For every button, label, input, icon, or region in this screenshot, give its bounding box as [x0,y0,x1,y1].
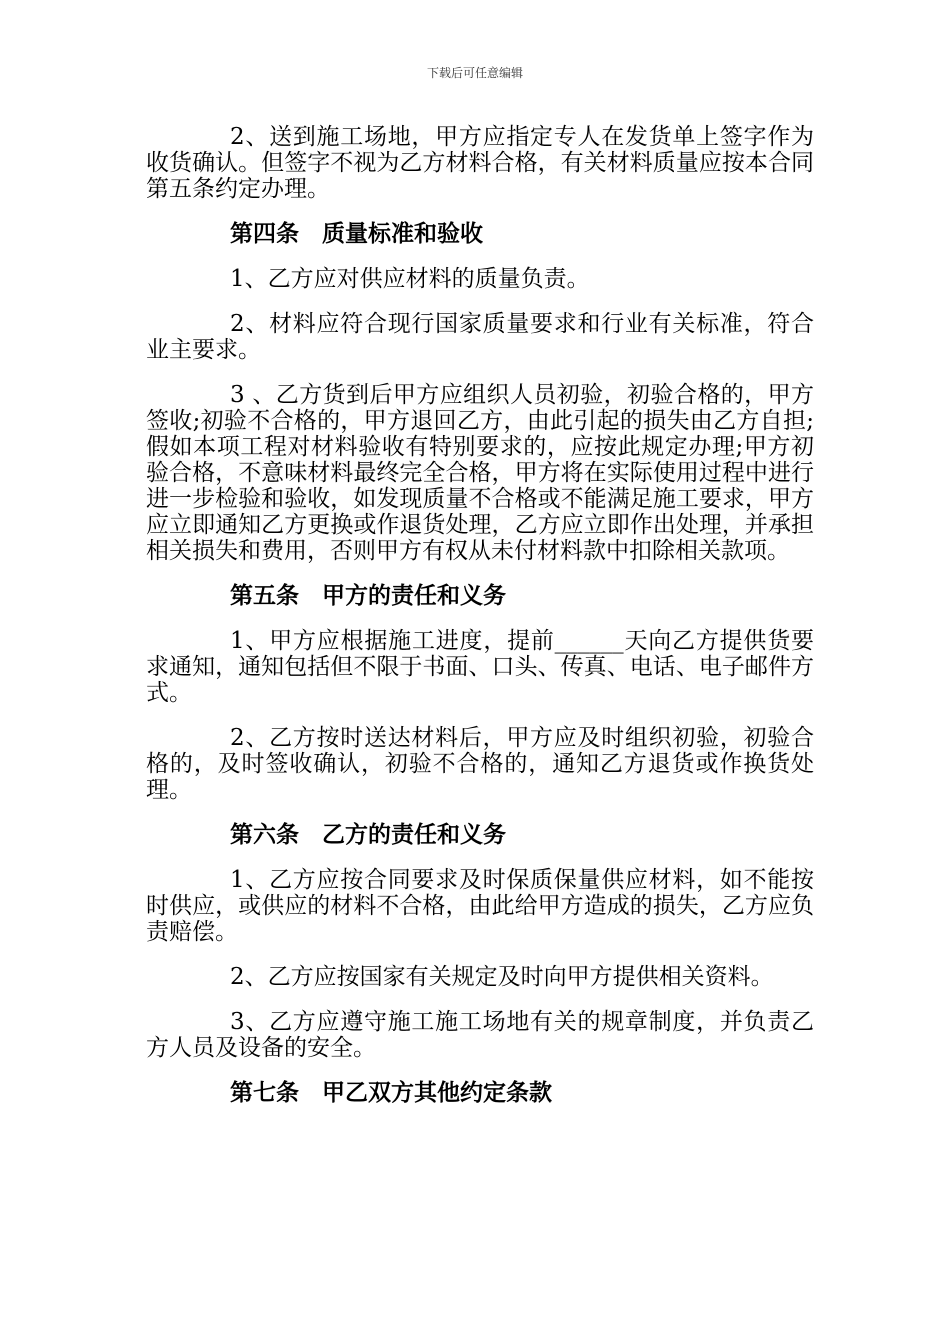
article-5-heading: 第五条 甲方的责任和义务 [230,582,506,609]
page-header-note: 下载后可任意编辑 [426,66,523,80]
article-6-heading: 第六条 乙方的责任和义务 [230,821,506,848]
article-5-item-2: 2、乙方按时送达材料后，甲方应及时组织初验，初验合格的，及时签收确认，初验不合格的，通知乙方退货或作换货处理。 [146,725,814,803]
article-4-heading: 第四条 质量标准和验收 [230,220,483,247]
article-4-item-1: 1、乙方应对供应材料的质量负责。 [230,266,590,292]
clause-3-item-2: 2、送到施工场地，甲方应指定专人在发货单上签字作为收货确认。但签字不视为乙方材料合格，有关材料质量应按本合同第五条约定办理。 [146,124,814,202]
article-4-item-2: 2、材料应符合现行国家质量要求和行业有关标准，符合业主要求。 [146,311,814,363]
article-6-item-2: 2、乙方应按国家有关规定及时向甲方提供相关资料。 [230,964,774,990]
article-6-item-1: 1、乙方应按合同要求及时保质保量供应材料，如不能按时供应，或供应的材料不合格，由此给甲方造成的损失，乙方应负责赔偿。 [146,867,814,945]
article-7-heading: 第七条 甲乙双方其他约定条款 [230,1079,552,1106]
document-body [146,124,814,1125]
article-6-item-3: 3、乙方应遵守施工施工场地有关的规章制度，并负责乙方人员及设备的安全。 [146,1009,814,1061]
article-4-item-3: 3 、乙方货到后甲方应组织人员初验，初验合格的，甲方签收;初验不合格的，甲方退回乙方，由此引起的损失由乙方自担;假如本项工程对材料验收有特别要求的，应按此规定办理;甲方初验合格，不意味材料最终完全合格，甲方将在实际使用过程中进行进一步检验和验收，如发现质量不合格或不能满足施工要求，甲方应立即通知乙方更换或作退货处理，乙方应立即作出处理，并承担相关损失和费用，否则甲方有权从未付材料款中扣除相关款项。 [146,382,814,564]
article-5-item-1: 1、甲方应根据施工进度，提前______天向乙方提供货要求通知，通知包括但不限于书面、口头、传真、电话、电子邮件方式。 [146,628,814,706]
